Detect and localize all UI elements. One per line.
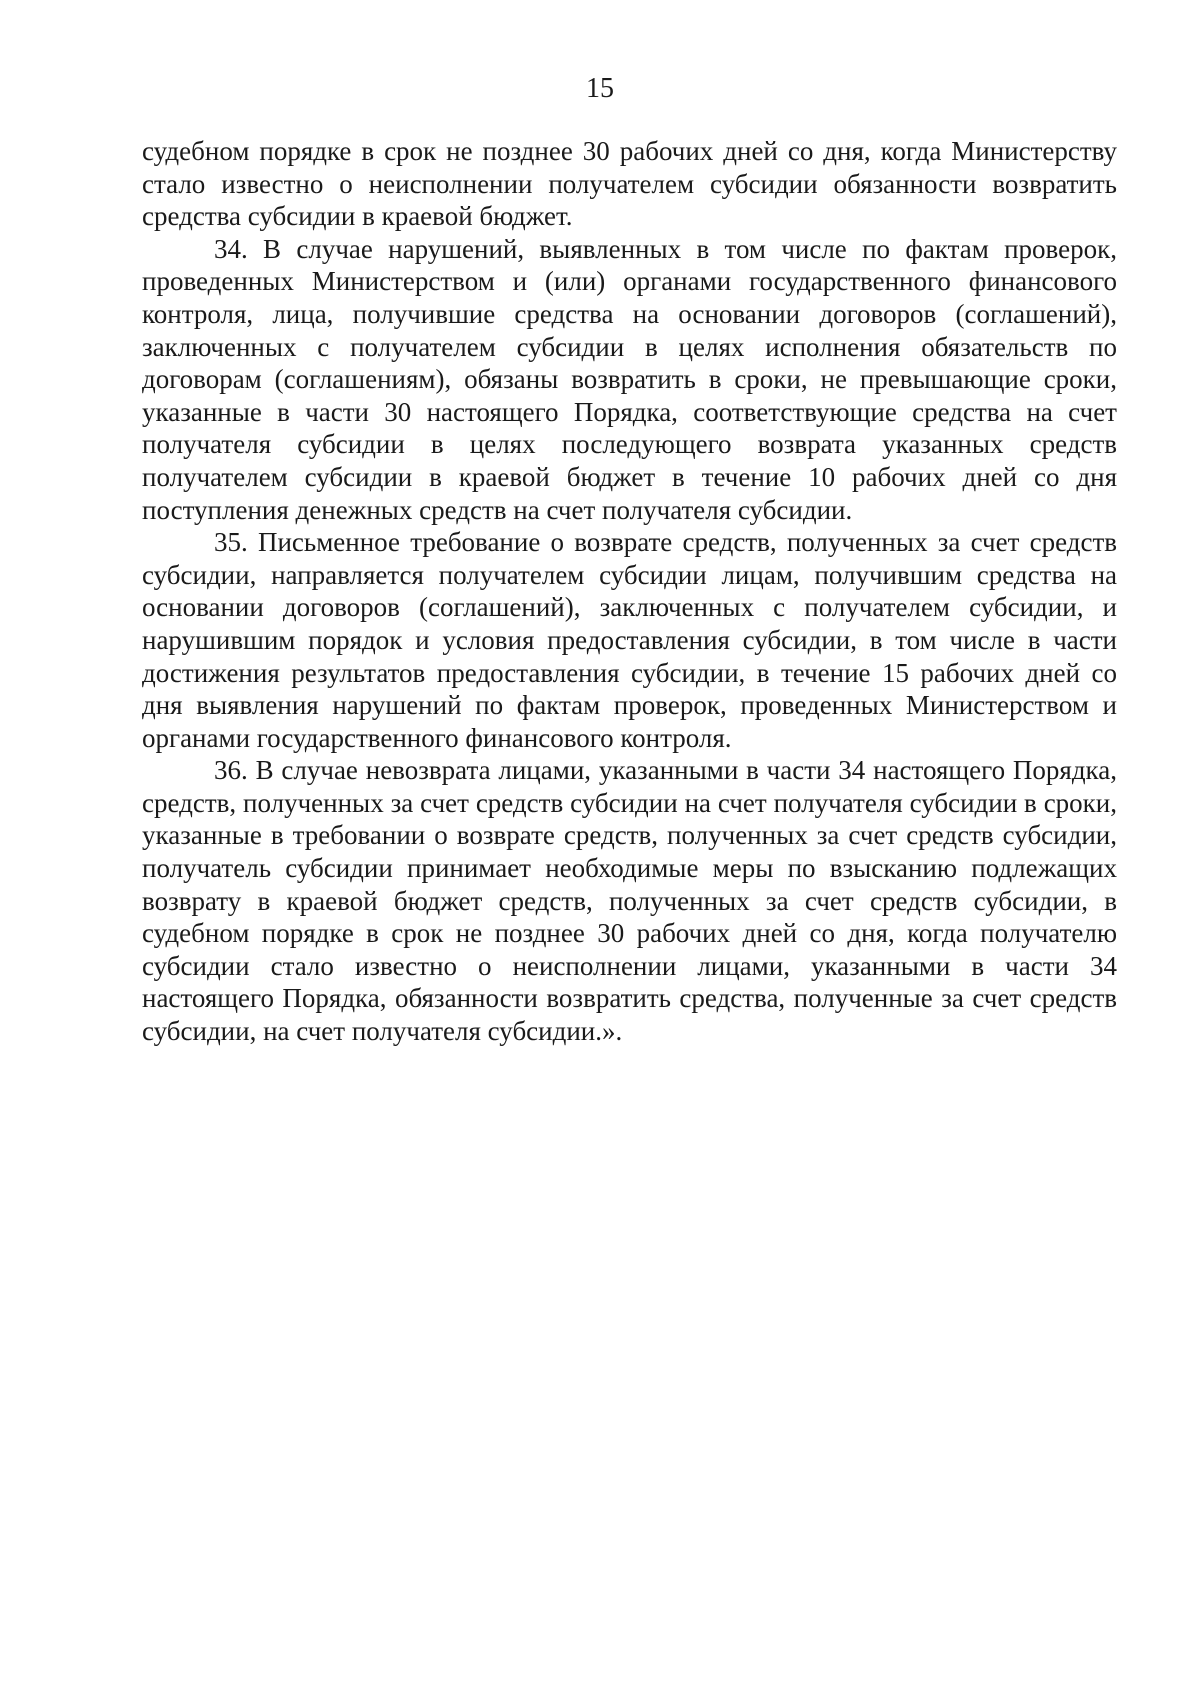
paragraph-item-35: 35. Письменное требование о возврате средств, полученных за счет средств субсидии, направляется получателем субсидии лицам, получившим средства на основании договоров (соглашений), заключенных с получателем субсидии, и нарушившим порядок и условия предоставления субсидии, в том числе в части достижения результатов предоставления субсидии, в течение 15 рабочих дней со дня выявления нарушений по фактам проверок, проведенных Министерством и органами государственного финансового контроля. — [142, 527, 1117, 753]
paragraph-item-36: 36. В случае невозврата лицами, указанными в части 34 настоящего Порядка, средств, полученных за счет средств субсидии на счет получателя субсидии в сроки, указанные в требовании о возврате средств, полученных за счет средств субсидии, получатель субсидии принимает необходимые меры по взысканию подлежащих возврату в краевой бюджет средств, полученных за счет средств субсидии, в судебном порядке в срок не позднее 30 рабочих дней со дня, когда получателю субсидии стало известно о неисполнении лицами, указанными в части 34 настоящего Порядка, обязанности возвратить средства, полученные за счет средств субсидии, на счет получателя субсидии.». — [142, 755, 1117, 1047]
page-number: 15 — [586, 73, 614, 104]
paragraph-continuation: судебном порядке в срок не позднее 30 рабочих дней со дня, когда Министерству стало известно о неисполнении получателем субсидии обязанности возвратить средства субсидии в краевой бюджет. — [142, 136, 1117, 232]
document-body — [142, 135, 1117, 1048]
paragraph-item-34: 34. В случае нарушений, выявленных в том числе по фактам проверок, проведенных Министерством и (или) органами государственного финансового контроля, лица, получившие средства на основании договоров (соглашений), заключенных с получателем субсидии в целях исполнения обязательств по договорам (соглашениям), обязаны возвратить в сроки, не превышающие сроки, указанные в части 30 настоящего Порядка, соответствующие средства на счет получателя субсидии в целях последующего возврата указанных средств получателем субсидии в краевой бюджет в течение 10 рабочих дней со дня поступления денежных средств на счет получателя субсидии. — [142, 233, 1117, 525]
